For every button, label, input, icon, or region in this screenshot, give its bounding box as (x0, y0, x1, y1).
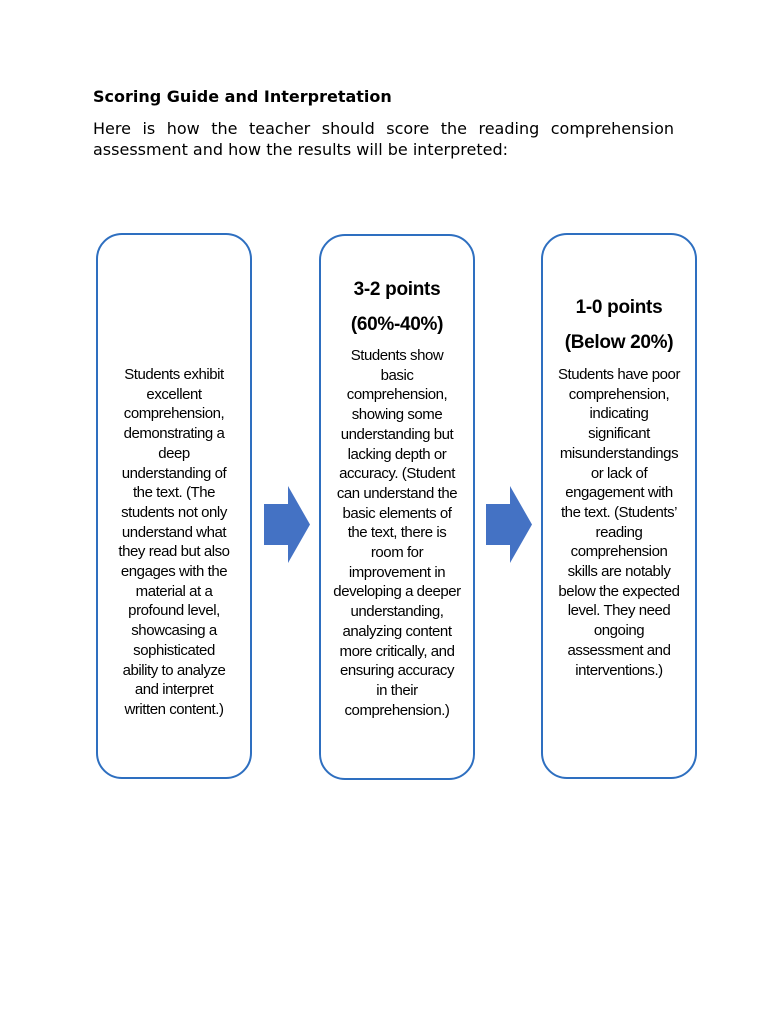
page-heading: Scoring Guide and Interpretation (93, 87, 392, 106)
score-box-mid (319, 234, 475, 780)
score-box-mid-percent: (60%-40%) (350, 314, 444, 335)
score-box-high-text: Students exhibit excellent comprehension, demonstrating a deep understanding of the text. (The students not only understand what they read but also engages with the material at a profound level, showcasing a sophisticated ability to analyze and interpret written content.) (118, 366, 230, 718)
arrow-right-icon (264, 486, 310, 563)
score-box-low-percent: (Below 20%) (564, 332, 674, 353)
arrow-right-icon (486, 486, 532, 563)
score-box-low-points: 1-0 points (575, 297, 663, 318)
score-box-mid-text: Students show basic comprehension, showing some understanding but lacking depth or accuracy. (Student can understand the basic elements of the text, there is room for improvement in developing a deeper understanding, analyzing content more critically, and ensuring accuracy in their comprehension.) (333, 347, 461, 719)
score-box-mid-points: 3-2 points (353, 279, 441, 300)
score-box-low-text: Students have poor comprehension, indicating significant misunderstandings or lack of engagement with the text. (Students’ reading comprehension skills are notably below the expected level. They need ongoing assessment and interventions.) (558, 366, 680, 679)
score-box-low (541, 233, 697, 779)
intro-paragraph: Here is how the teacher should score the reading comprehension assessment and how the results will be interpreted: (93, 119, 674, 159)
score-box-high (96, 233, 252, 779)
